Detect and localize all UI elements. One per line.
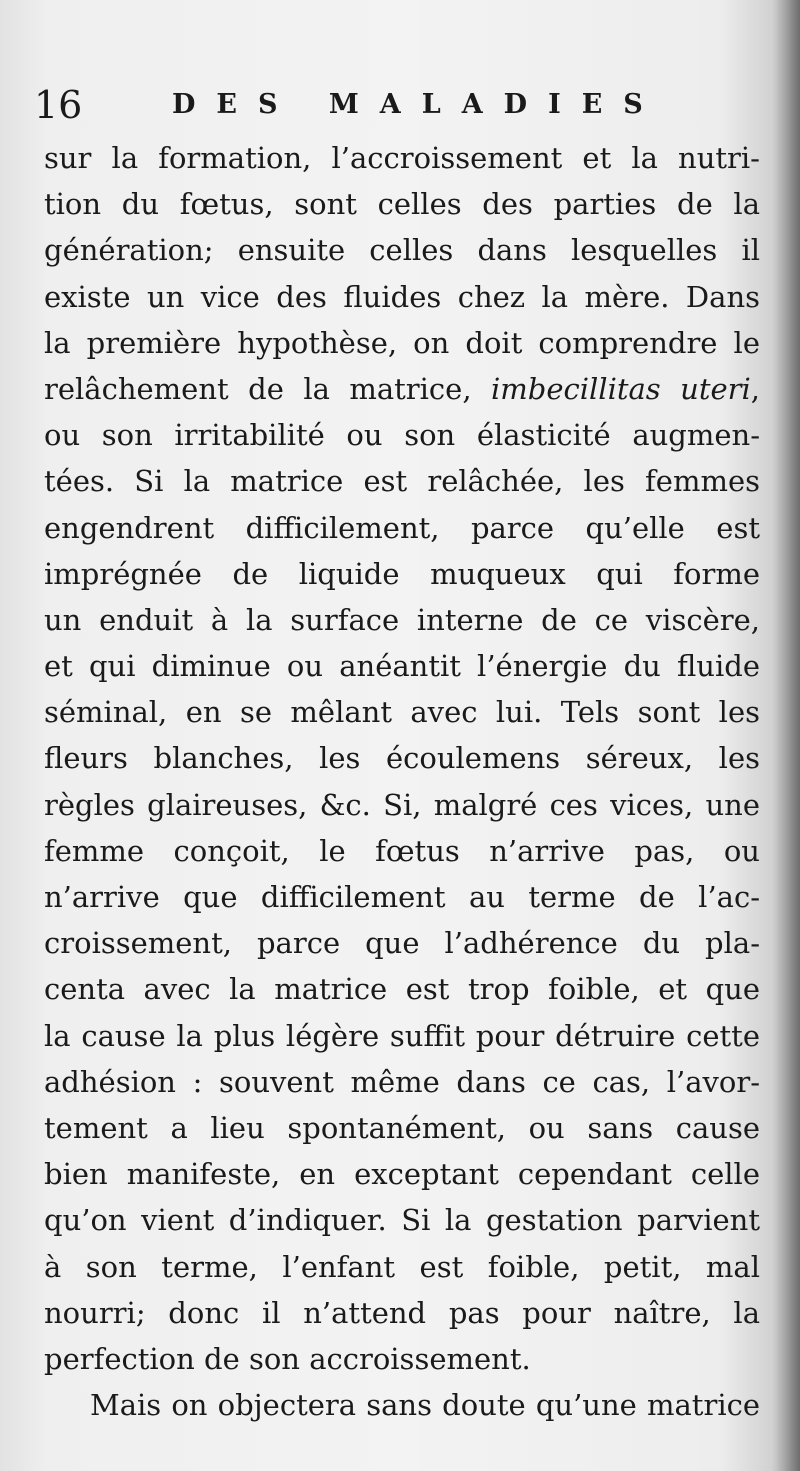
- text-line-4: existe un vice des fluides chez la mère. Dans: [44, 279, 760, 314]
- text-line-6-roman: relâchement de la matrice,: [44, 371, 492, 406]
- text-line-6-punct: ,: [750, 371, 760, 406]
- text-line-19: centa avec la matrice est trop foible, et que: [44, 972, 760, 1007]
- page-number: 16: [34, 83, 83, 127]
- text-line-7: ou son irritabilité ou son élasticité augmen-: [44, 418, 760, 453]
- latin-phrase: imbecillitas uteri: [491, 371, 751, 406]
- text-line-23: bien manifeste, en exceptant cependant celle: [44, 1157, 760, 1192]
- text-line-21: adhésion : souvent même dans ce cas, l’avor-: [44, 1064, 760, 1099]
- text-line-17: n’arrive que difficilement au terme de l’ac-: [44, 880, 760, 914]
- page-edge-shadow: [772, 0, 800, 1471]
- text-line-28: Mais on objectera sans doute qu’une matrice: [90, 1388, 760, 1423]
- text-line-13: séminal, en se mêlant avec lui. Tels sont les: [44, 695, 760, 730]
- text-line-22: tement a lieu spontanément, ou sans cause: [44, 1110, 760, 1145]
- text-line-16: femme conçoit, le fœtus n’arrive pas, ou: [44, 833, 760, 868]
- text-line-11: un enduit à la surface interne de ce viscère,: [44, 602, 760, 637]
- text-line-3: génération; ensuite celles dans lesquelles il: [44, 233, 760, 268]
- text-line-27: perfection de son accroissement.: [44, 1341, 531, 1376]
- text-line-20: la cause la plus légère suffit pour détruire cette: [44, 1018, 760, 1053]
- text-line-9: engendrent difficilement, parce qu’elle est: [44, 510, 760, 545]
- text-line-12: et qui diminue ou anéantit l’énergie du fluide: [44, 649, 760, 684]
- text-line-6: [44, 366, 760, 412]
- text-line-26: nourri; donc il n’attend pas pour naître, la: [44, 1295, 760, 1330]
- body-text: [44, 135, 760, 1428]
- text-line-8: tées. Si la matrice est relâchée, les femmes: [44, 464, 760, 499]
- text-line-15: règles glaireuses, &c. Si, malgré ces vices, une: [44, 787, 760, 822]
- page-header: [30, 80, 770, 130]
- text-line-10: imprégnée de liquide muqueux qui forme: [44, 556, 760, 591]
- text-line-1: sur la formation, l’accroissement et la nutri-: [44, 141, 760, 175]
- running-head: DES MALADIES: [172, 89, 664, 120]
- text-line-14: fleurs blanches, les écoulemens séreux, les: [44, 741, 760, 776]
- text-line-24: qu’on vient d’indiquer. Si la gestation parvient: [44, 1203, 760, 1238]
- text-line-5: la première hypothèse, on doit comprendre le: [44, 325, 760, 360]
- text-line-25: à son terme, l’enfant est foible, petit, mal: [44, 1249, 760, 1284]
- text-line-2: tion du fœtus, sont celles des parties de la: [44, 187, 760, 222]
- text-line-18: croissement, parce que l’adhérence du pla-: [44, 926, 760, 961]
